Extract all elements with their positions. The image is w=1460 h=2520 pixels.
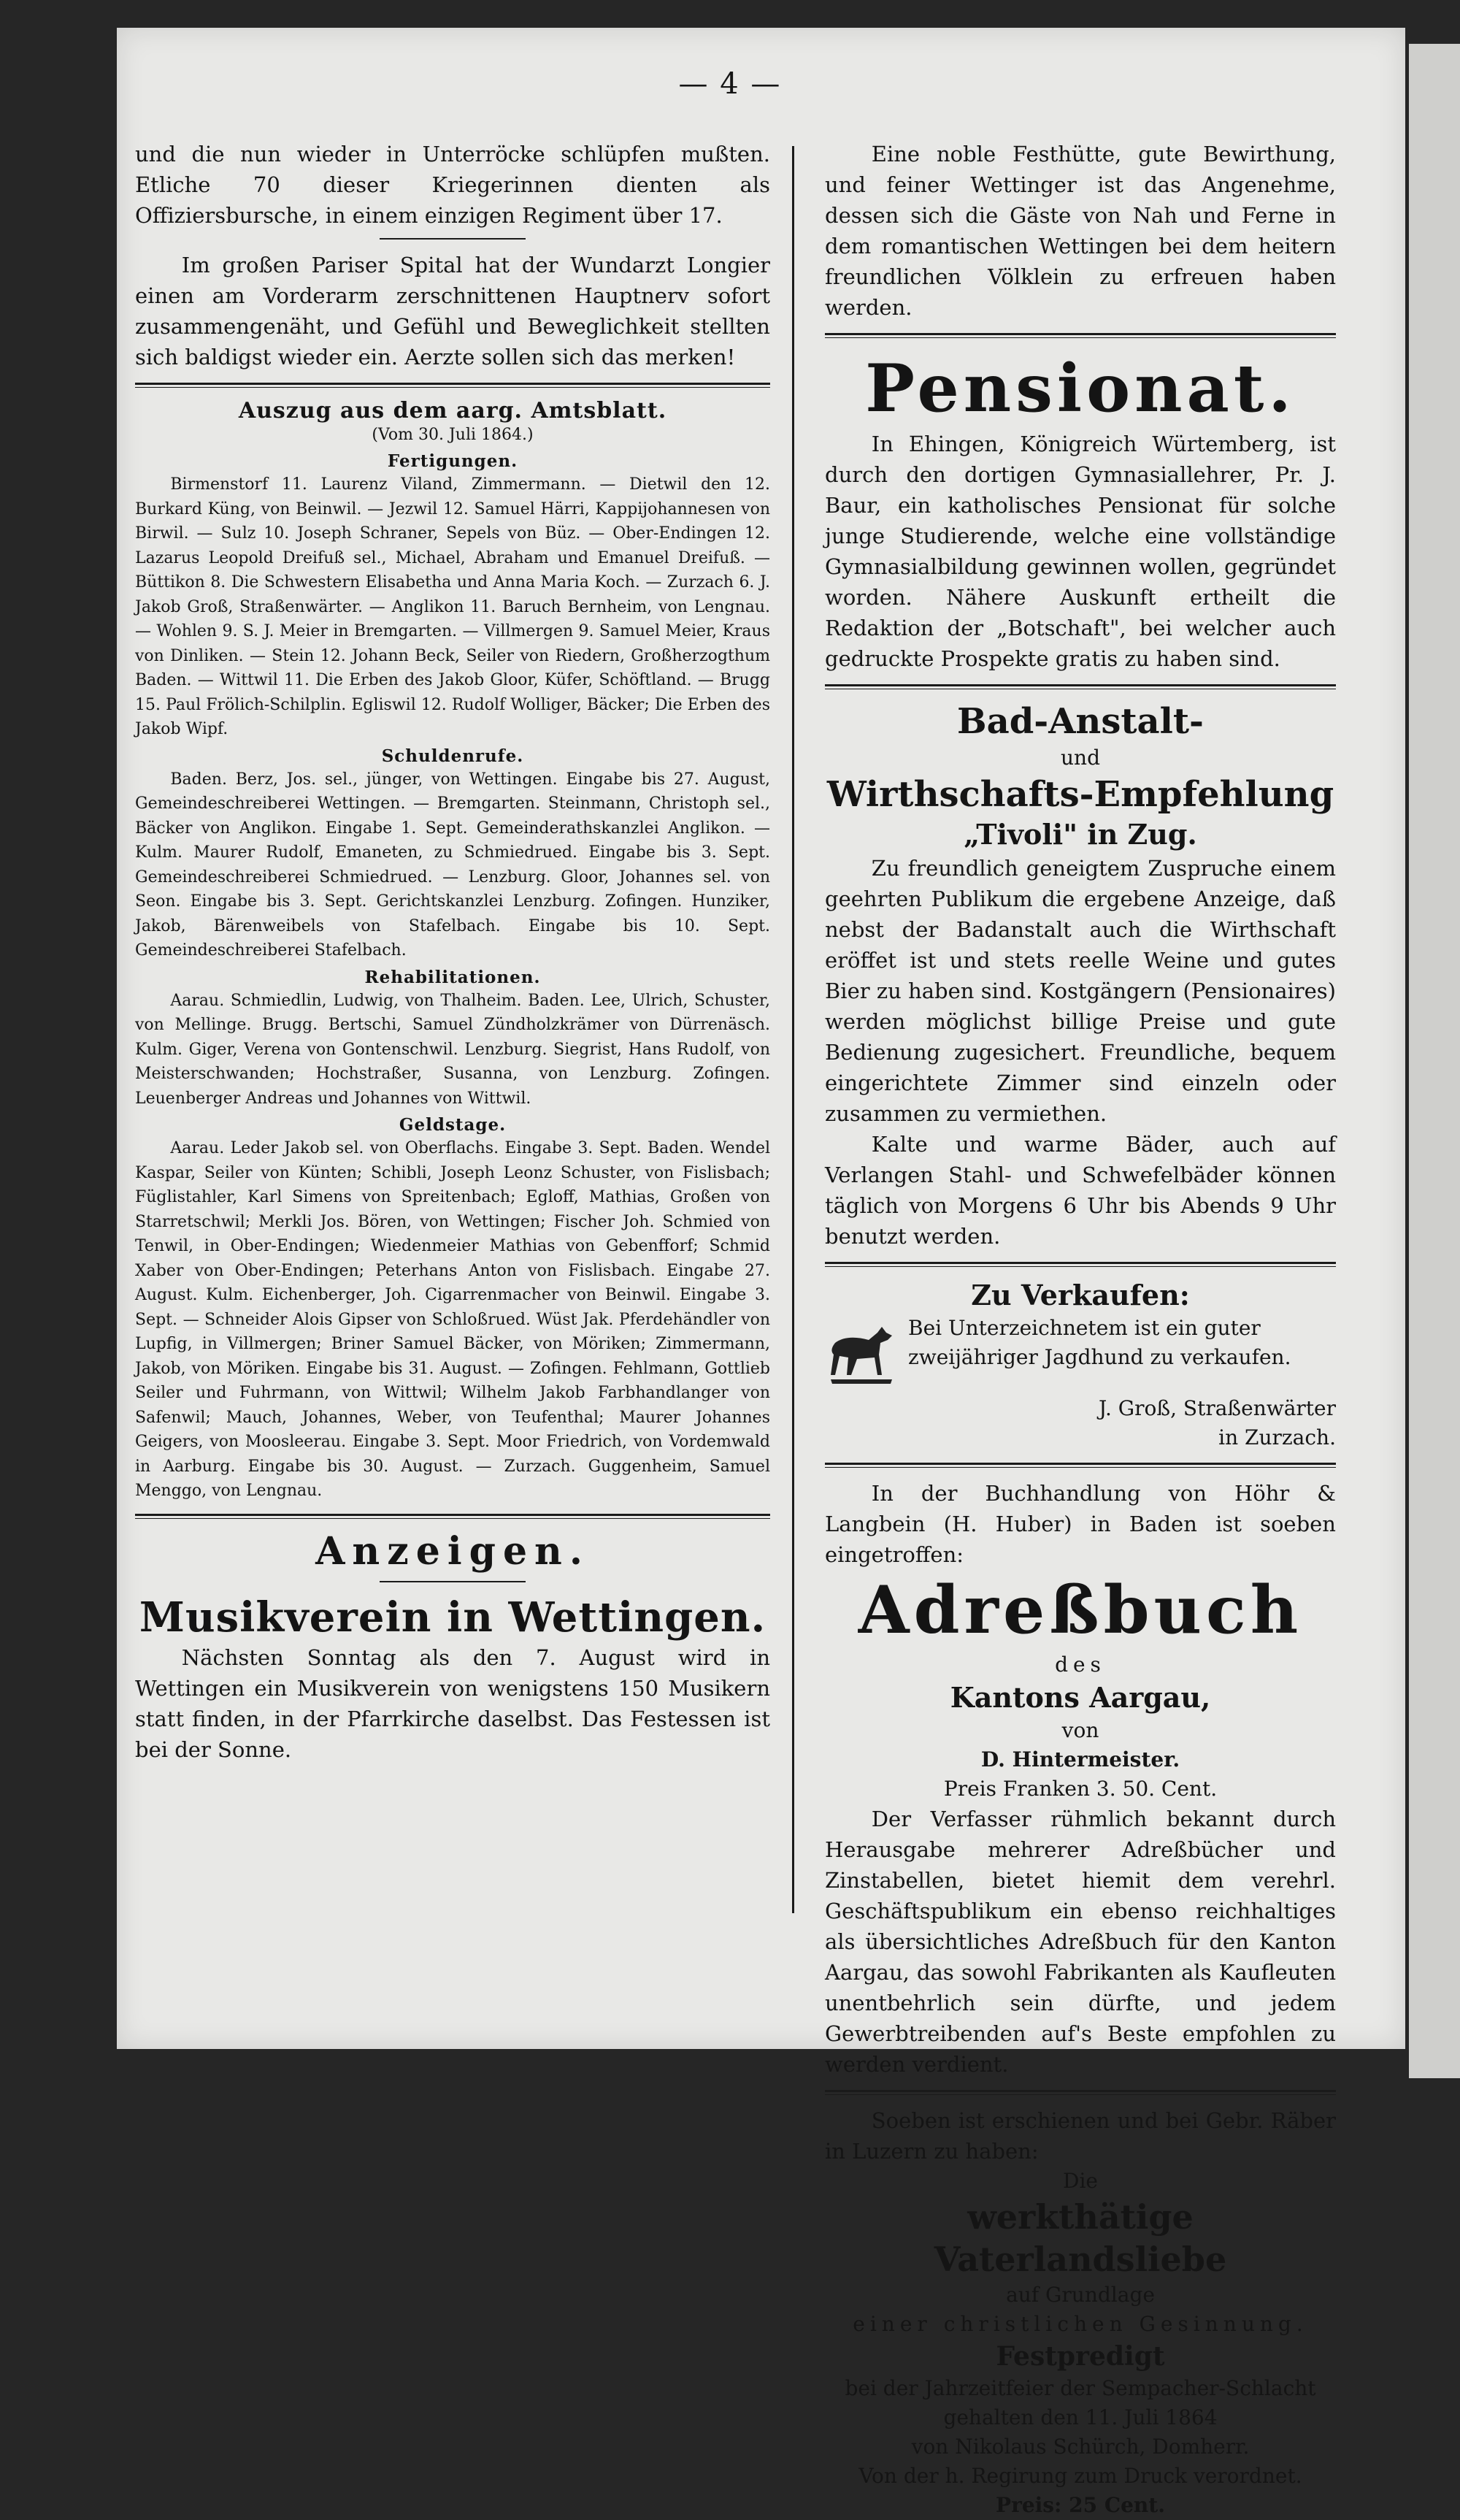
pensionat-text: In Ehingen, Königreich Würtemberg, ist durch den dortigen Gymnasiallehrer, Pr. J. Baur, ein katholisches Pensionat für solche junge Studierende, welche eine vollständige Gymnasialbildung gewinnen wollen, gegründet worden. Nähere Auskunft ertheilt die Redaktion der „Botschaft", bei welcher auch gedruckte Prospekte gratis zu haben sind. (825, 432, 1336, 671)
anzeigen-heading: Anzeigen. (315, 1528, 590, 1574)
short-rule (380, 238, 526, 240)
adressbuch-title: Adreßbuch (858, 1571, 1303, 1649)
left-column (135, 139, 770, 1765)
werk-title: werkthätige Vaterlandsliebe (934, 2197, 1227, 2279)
werk-auf-grundlage: auf Grundlage (1006, 2283, 1155, 2307)
festpredigt-title: Festpredigt (996, 2341, 1165, 2372)
double-rule (825, 684, 1336, 689)
musikverein-text: Nächsten Sonntag als den 7. August wird in Wettingen ein Musikverein von wenigstens 150 Musikern statt finden, in der Pfarrkirche daselbst. Das Festessen ist bei der Sonne. (135, 1644, 770, 1762)
festpredigt-gehalten: gehalten den 11. Juli 1864 (943, 2405, 1218, 2429)
festpredigt-regirung: Von der h. Regirung zum Druck verordnet. (858, 2464, 1302, 2488)
short-rule (380, 1581, 526, 1582)
adressbuch-kanton: Kantons Aargau, (950, 1681, 1211, 1714)
bad-und: und (1061, 746, 1100, 770)
buchhandlung-intro: In der Buchhandlung von Höhr & Langbein (H. Huber) in Baden ist soeben eingetroffen: (825, 1481, 1336, 1567)
werk-gesinnung: einer christlichen Gesinnung. (853, 2312, 1308, 2336)
schuldenrufe-text: Baden. Berz, Jos. sel., jünger, von Wettingen. Eingabe bis 27. August, Gemeindeschreiberei Wettingen. — Bremgarten. Steinmann, Christoph sel., Bäcker von Anglikon. Eingabe 1. Sept. Gemeinderathskanzlei Anglikon. — Kulm. Maurer Rudolf, Emaneten, zu Schmiedrued. Eingabe bis 3. Sept. Gemeindeschreiberei Schmiedrued. — Lenzburg. Gloor, Johannes sel. von Seon. Eingabe bis 3. Sept. Gerichtskanzlei Lenzburg. Zofingen. Hunziker, Jakob, Bärenweibels von Stafelbach. Eingabe bis 10. Sept. Gemeindeschreiberei Stafelbach. (135, 770, 770, 960)
geldstage-text: Aarau. Leder Jakob sel. von Oberflachs. Eingabe 3. Sept. Baden. Wendel Kaspar, Seiler von Künten; Schibli, Joseph Leonz Schuster, von Fislisbach; Füglistahler, Karl Simens von Spreitenbach; Egloff, Mathias, Großen von Starretschwil; Merkli Jos. Bören, von Wettingen; Fischer Joh. Schmied von Tenwil, in Ober-Endingen; Wiedenmeier Mathias von Gebenfforf; Schmid Xaber von Ober-Endingen; Peterhans Anton von Fislisbach. Eingabe 27. August. Kulm. Eichenberger, Joh. Cigarrenmacher von Beinwil. Eingabe 3. Sept. — Schneider Alois Gipser von Schloßrued. Wüst Jak. Pferdehändler von Lupfig, in Villmergen; Briner Samuel Bäcker, von Möriken; Zimmermann, Jakob, von Möriken. Eingabe bis 31. August. — Zofingen. Fehlmann, Gottlieb Seiler und Fuhrmann, von Wittwil; Wilhelm Jakob Farbhandlanger von Safenwil; Mauch, Johannes, Weber, von Teufenthal; Maurer Johannes Geigers, von Moosleerau. Eingabe 3. Sept. Moor Friedrich, von Vordemwald in Aarburg. Eingabe bis 30. August. — Zurzach. Guggenheim, Samuel Menggo, von Lengnau. (135, 1139, 770, 1500)
right-column (825, 139, 1336, 2520)
double-rule (825, 1262, 1336, 1267)
amtsblatt-date: (Vom 30. Juli 1864.) (372, 426, 534, 444)
double-rule (135, 1514, 770, 1519)
adressbuch-author: D. Hintermeister. (980, 1747, 1180, 1772)
tivoli-title: „Tivoli" in Zug. (964, 818, 1197, 851)
verkaufen-title: Zu Verkaufen: (971, 1279, 1190, 1311)
adressbuch-von: von (1061, 1718, 1099, 1742)
double-rule (825, 2090, 1336, 2095)
dog-icon (825, 1314, 898, 1394)
adjacent-page-edge (1409, 44, 1460, 2078)
pensionat-title: Pensionat. (865, 350, 1296, 427)
geldstage-heading: Geldstage. (399, 1115, 507, 1135)
verkaufen-text: Bei Unterzeichnetem ist ein guter zweijähriger Jagdhund zu verkaufen. (908, 1316, 1291, 1369)
schuldenrufe-heading: Schuldenrufe. (381, 746, 524, 766)
fertigungen-heading: Fertigungen. (387, 451, 518, 471)
soeben-text: Soeben ist erschienen und bei Gebr. Räber in Luzern zu haben: (825, 2108, 1336, 2164)
rehabilitationen-text: Aarau. Schmiedlin, Ludwig, von Thalheim. Baden. Lee, Ulrich, Schuster, von Mellinge. Brugg. Bertschi, Samuel Zündholzkrämer von Dürrenäsch. Kulm. Giger, Verena von Gontenschwil. Lenzburg. Siegrist, Hans Rudolf, von Meisterschwanden; Hochstraßer, Susanna, von Lenzburg. Zofingen. Leuenberger Andreas und Johannes von Wittwil. (135, 991, 770, 1108)
page-number: — 4 — (678, 67, 782, 101)
tivoli-text-1: Zu freundlich geneigtem Zuspruche einem geehrten Publikum die ergebene Anzeige, daß nebst der Badanstalt auch die Wirthschaft eröffet ist und stets reelle Weine und gutes Bier zu haben sind. Kostgängern (Pensionaires) werden möglichst billige Preise und gute Bedienung zugesichert. Freundliche, bequem eingerichtete Zimmer sind einzeln oder zusammen zu vermiethen. (825, 856, 1336, 1126)
fertigungen-text: Birmenstorf 11. Laurenz Viland, Zimmermann. — Dietwil den 12. Burkard Küng, von Beinwil. — Jezwil 12. Samuel Härri, Kappijohannesen von Birwil. — Sulz 10. Joseph Schraner, Sepels von Büz. — Ober-Endingen 12. Lazarus Leopold Dreifuß sel., Michael, Abraham und Emanuel Dreifuß. — Büttikon 8. Die Schwestern Elisabetha und Anna Maria Koch. — Zurzach 6. J. Jakob Groß, Straßenwärter. — Anglikon 11. Baruch Bernheim, von Lengnau. — Wohlen 9. S. J. Meier in Bremgarten. — Villmergen 9. Samuel Meier, Kraus von Dinliken. — Stein 12. Johann Beck, Seiler von Riedern, Großherzogthum Baden. — Wittwil 11. Die Erben des Jakob Gloor, Küfer, Schöftland. — Brugg 15. Paul Frölich-Schilplin. Egliswil 12. Rudolf Wolliger, Bäcker; Die Erben des Jakob Wipf. (135, 475, 770, 738)
festpredigt-bei: bei der Jahrzeitfeier der Sempacher-Schlacht (845, 2376, 1316, 2400)
verkaufen-signature: J. Groß, Straßenwärter (1098, 1396, 1336, 1420)
verkaufen-ad (825, 1314, 1336, 1394)
double-rule (825, 1463, 1336, 1468)
double-rule (825, 333, 1336, 338)
wirthschafts-title: Wirthschafts-Empfehlung (826, 774, 1334, 815)
double-rule (135, 383, 770, 388)
festhuette-text: Eine noble Festhütte, gute Bewirthung, und feiner Wettinger ist das Angenehme, dessen sich die Gäste von Nah und Ferne in dem romantischen Wettingen bei dem heitern freundlichen Völklein zu erfreuen haben werden. (825, 142, 1336, 320)
paragraph-kriegerinnen: und die nun wieder in Unterröcke schlüpfen mußten. Etliche 70 dieser Kriegerinnen dienten als Offiziersbursche, in einem einzigen Regiment über 17. (135, 142, 770, 228)
amtsblatt-title: Auszug aus dem aarg. Amtsblatt. (238, 398, 667, 424)
verkaufen-location: in Zurzach. (1218, 1425, 1336, 1449)
rehabilitationen-heading: Rehabilitationen. (364, 967, 541, 987)
tivoli-text-2: Kalte und warme Bäder, auch auf Verlangen Stahl- und Schwefelbäder können täglich von Morgens 6 Uhr bis Abends 9 Uhr benutzt werden. (825, 1132, 1336, 1249)
bad-anstalt-title: Bad-Anstalt- (957, 701, 1204, 742)
adressbuch-text: Der Verfasser rühmlich bekannt durch Herausgabe mehrerer Adreßbücher und Zinstabellen, bietet hiemit dem verehrl. Geschäftspublikum ein ebenso reichhaltiges als übersichtliches Adreßbuch für den Kanton Aargau, das sowohl Fabrikanten als Kaufleuten unentbehrlich sein dürfte, und jedem Gewerbtreibenden auf's Beste empfohlen zu werden verdient. (825, 1807, 1336, 2077)
musikverein-title: Musikverein in Wettingen. (139, 1593, 766, 1642)
adressbuch-price: Preis Franken 3. 50. Cent. (943, 1777, 1218, 1801)
werk-die: Die (1063, 2169, 1098, 2193)
adressbuch-des: des (1055, 1652, 1106, 1677)
festpredigt-price: Preis: 25 Cent. (996, 2493, 1165, 2517)
festpredigt-author: von Nikolaus Schürch, Domherr. (911, 2435, 1250, 2459)
paragraph-pariser-spital: Im großen Pariser Spital hat der Wundarzt Longier einen am Vorderarm zerschnittenen Hauptnerv sofort zusammengenäht, und Gefühl und Beweglichkeit stellten sich baldigst wieder ein. Aerzte sollen sich das merken! (135, 253, 770, 369)
column-divider (792, 146, 794, 1913)
